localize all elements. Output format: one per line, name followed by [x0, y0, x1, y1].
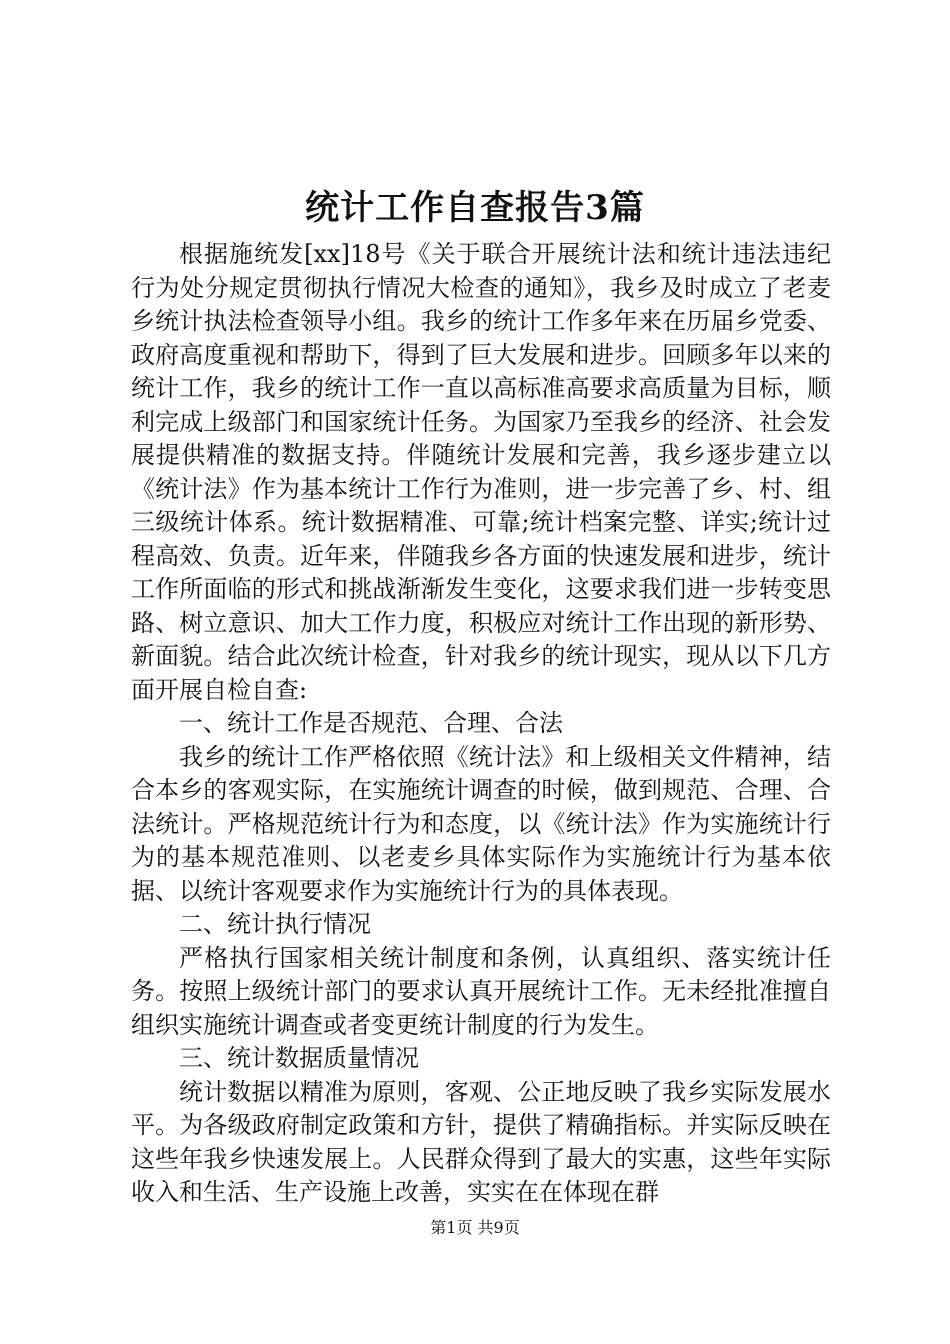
- paragraph-section-2: 严格执行国家相关统计制度和条例，认真组织、落实统计任务。按照上级统计部门的要求认真开展统计工作。无未经批准擅自组织实施统计调查或者变更统计制度的行为发生。: [131, 943, 831, 1039]
- paragraph-section-1: 我乡的统计工作严格依照《统计法》和上级相关文件精神，结合本乡的客观实际，在实施统计调查的时候，做到规范、合理、合法统计。严格规范统计行为和态度，以《统计法》作为实施统计行为的基本规范准则、以老麦乡具体实际作为实施统计行为基本依据、以统计客观要求作为实施统计行为的具体表现。: [131, 742, 831, 905]
- document-body: [131, 238, 831, 1210]
- section-heading-1: 一、统计工作是否规范、合理、合法: [179, 709, 563, 737]
- paragraph-section-3: 统计数据以精准为原则，客观、公正地反映了我乡实际发展水平。为各级政府制定政策和方针，提供了精确指标。并实际反映在这些年我乡快速发展上。人民群众得到了最大的实惠，这些年实际收入和生活、生产设施上改善，实实在在体现在群: [131, 1077, 831, 1206]
- document-title: 统计工作自查报告3篇: [305, 188, 645, 228]
- paragraph-intro: 根据施统发[xx]18号《关于联合开展统计法和统计违法违纪行为处分规定贯彻执行情况大检查的通知》，我乡及时成立了老麦乡统计执法检查领导小组。我乡的统计工作多年来在历届乡党委、政府高度重视和帮助下，得到了巨大发展和进步。回顾多年以来的统计工作，我乡的统计工作一直以高标准高要求高质量为目标，顺利完成上级部门和国家统计任务。为国家乃至我乡的经济、社会发展提供精准的数据支持。伴随统计发展和完善，我乡逐步建立以《统计法》作为基本统计工作行为准则，进一步完善了乡、村、组三级统计体系。统计数据精准、可靠;统计档案完整、详实;统计过程高效、负责。近年来，伴随我乡各方面的快速发展和进步，统计工作所面临的形式和挑战渐渐发生变化，这要求我们进一步转变思路、树立意识、加大工作力度，积极应对统计工作出现的新形势、新面貌。结合此次统计检查，针对我乡的统计现实，现从以下几方面开展自检自查:: [131, 240, 831, 704]
- page-footer: 第1页 共9页: [430, 1218, 520, 1237]
- section-heading-3: 三、统计数据质量情况: [179, 1044, 419, 1072]
- section-heading-2: 二、统计执行情况: [179, 910, 371, 938]
